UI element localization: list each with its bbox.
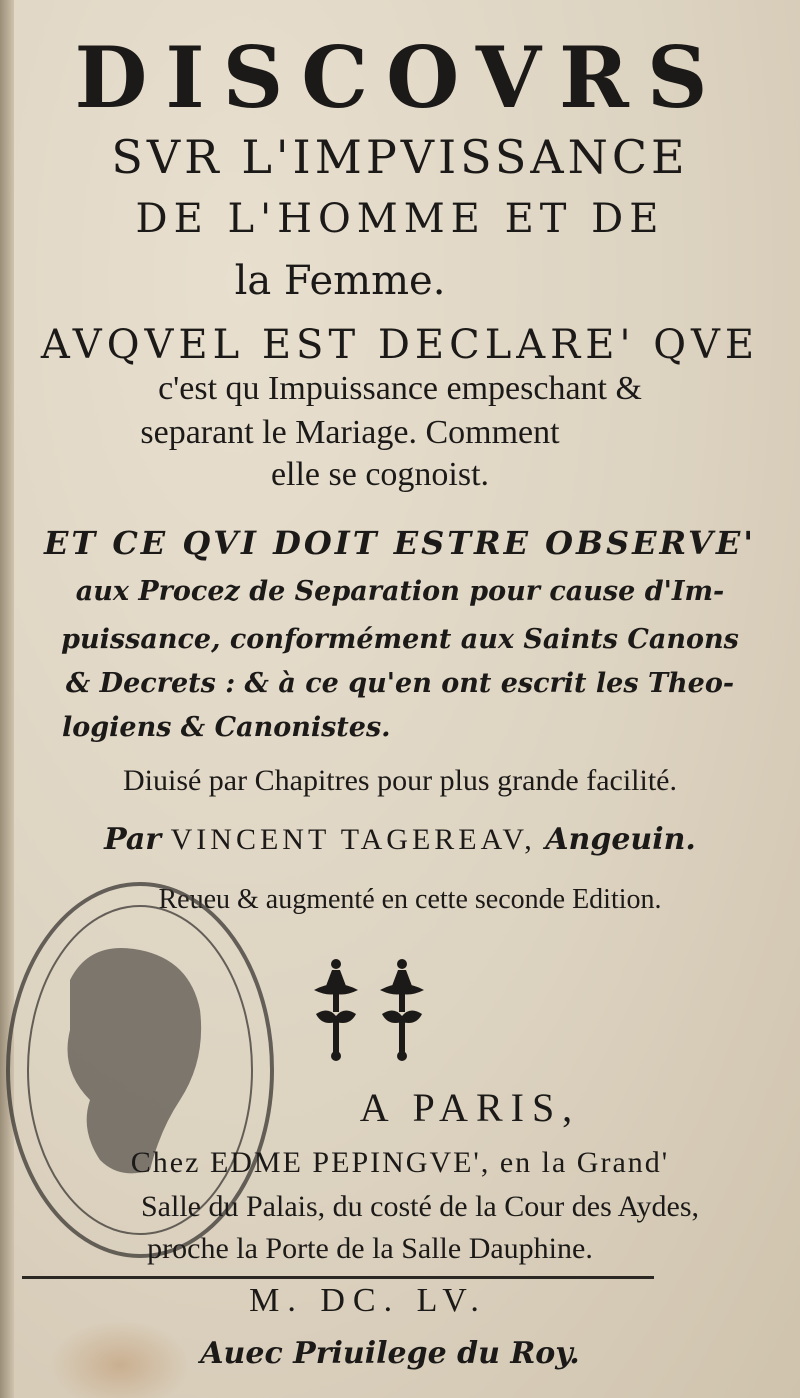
edition-line: Reueu & augmenté en cette seconde Edition. xyxy=(158,884,662,915)
italic-line-2: aux Procez de Separation pour cause d'Im- xyxy=(75,576,725,607)
date-line: M. DC. LV. xyxy=(249,1282,487,1319)
printer-line-2: Salle du Palais, du costé de la Cour des Aydes, xyxy=(141,1190,699,1223)
printer-line-1: Chez EDME PEPINGVE', en la Grand' xyxy=(130,1146,670,1179)
city-line: A PARIS, xyxy=(359,1085,581,1130)
author-name: VINCENT TAGEREAV, xyxy=(170,823,536,856)
subtitle-line-4: elle se cognoist. xyxy=(270,456,490,493)
title-line-impuissance: SVR L'IMPVISSANCE xyxy=(111,130,689,184)
author-line xyxy=(0,822,800,857)
subtitle-line-2: c'est qu Impuissance empeschant & xyxy=(158,370,642,407)
title-line-discours: DISCOVRS xyxy=(74,28,726,127)
title-line-homme: DE L'HOMME ET DE xyxy=(135,196,665,242)
horizontal-rule xyxy=(22,1276,654,1279)
divided-line: Diuisé par Chapitres pour plus grande facilité. xyxy=(122,764,677,797)
italic-line-3: puissance, conformément aux Saints Canons xyxy=(61,624,739,655)
author-suffix: Angeuin. xyxy=(545,822,696,857)
privilege-line: Auec Priuilege du Roy. xyxy=(200,1336,580,1371)
author-prefix: Par xyxy=(104,822,162,857)
italic-heading: ET CE QVI DOIT ESTRE OBSERVE' xyxy=(43,524,757,562)
italic-line-4: & Decrets : & à ce qu'en ont escrit les Theo- xyxy=(65,668,735,699)
subtitle-auquel: AVQVEL EST DECLARE' QVE xyxy=(40,322,760,368)
paper-stain xyxy=(50,1320,190,1398)
fleuron-ornament-icon xyxy=(306,956,436,1066)
italic-line-5: logiens & Canonistes. xyxy=(62,712,391,743)
subtitle-line-3: separant le Mariage. Comment xyxy=(140,414,560,451)
printer-line-3: proche la Porte de la Salle Dauphine. xyxy=(147,1232,593,1265)
title-line-femme: la Femme. xyxy=(234,258,446,304)
